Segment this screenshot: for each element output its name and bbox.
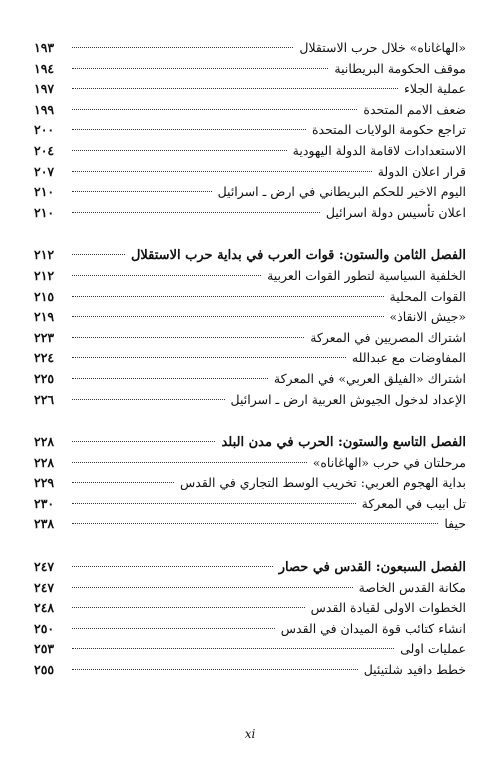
toc-entry (34, 59, 466, 80)
toc-entry (34, 79, 466, 100)
toc-entry (34, 203, 466, 224)
page-number: ٢٢٩ (34, 475, 55, 491)
toc-entry (34, 514, 466, 535)
dot-leader (72, 171, 372, 172)
entry-title: حيفا (444, 516, 466, 532)
toc-section (34, 245, 466, 410)
entry-title: الخلفية السياسية لتطور القوات العربية (267, 267, 466, 283)
dot-leader (72, 482, 174, 483)
page-number: ١٩٩ (34, 101, 55, 117)
page-number: ٢٠٧ (34, 163, 55, 179)
page-number: ٢١٢ (34, 247, 55, 263)
chapter-heading (34, 245, 466, 266)
page-number: ٢٢٨ (34, 434, 55, 450)
entry-title: ضعف الامم المتحدة (363, 101, 466, 117)
entry-title: بداية الهجوم العربي: تخريب الوسط التجاري في القدس (180, 475, 466, 491)
toc-entry (34, 266, 466, 287)
page-number: ٢٥٠ (34, 620, 55, 636)
toc-entry (34, 348, 466, 369)
dot-leader (72, 669, 358, 670)
page-number: ٢٣٠ (34, 495, 55, 511)
toc-entry (34, 639, 466, 660)
page-number: ١٩٣ (34, 40, 55, 55)
toc-entry (34, 453, 466, 474)
entry-title: اعلان تأسيس دولة اسرائيل (325, 204, 466, 220)
toc-entry (34, 598, 466, 619)
chapter-title: الفصل السبعون: القدس في حصار (278, 560, 466, 576)
dot-leader (72, 275, 261, 276)
dot-leader (72, 628, 275, 629)
dot-leader (72, 109, 357, 110)
page-number: ٢٢٦ (34, 391, 55, 407)
entry-title: الإعداد لدخول الجيوش العربية ارض ـ اسرائيل (230, 391, 466, 407)
dot-leader (72, 129, 306, 130)
toc-entry (34, 473, 466, 494)
toc-entry (34, 578, 466, 599)
entry-title: تراجع حكومة الولايات المتحدة (311, 122, 466, 138)
toc-entry (34, 182, 466, 203)
toc-entry (34, 141, 466, 162)
toc-entry (34, 100, 466, 121)
page-number: ١٩٧ (34, 81, 55, 97)
dot-leader (72, 357, 346, 358)
dot-leader (72, 47, 293, 48)
entry-title: خطط دافيد شلتيئيل (363, 662, 466, 678)
page-number: ٢٤٨ (34, 600, 55, 616)
page-number: ٢٤٧ (34, 559, 55, 575)
dot-leader (72, 441, 215, 442)
entry-title: عمليات اولى (400, 641, 466, 657)
toc-entry (34, 120, 466, 141)
entry-title: الخطوات الاولى لقيادة القدس (310, 600, 466, 616)
dot-leader (72, 212, 320, 213)
entry-title: القوات المحلية (389, 288, 466, 304)
page-number: ٢٢٨ (34, 454, 55, 470)
dot-leader (72, 503, 356, 504)
page-number: ٢٣٨ (34, 516, 55, 532)
dot-leader (72, 150, 287, 151)
dot-leader (72, 254, 125, 255)
entry-title: «جيش الانقاذ» (389, 309, 466, 325)
dot-leader (72, 462, 307, 463)
toc-entry (34, 619, 466, 640)
toc-entry (34, 287, 466, 308)
toc-entry (34, 390, 466, 411)
page-number: ٢١٠ (34, 204, 55, 220)
table-of-contents (34, 38, 466, 703)
page-number: ٢٢٣ (34, 329, 55, 345)
toc-entry (34, 494, 466, 515)
page-number: ٢٥٥ (34, 662, 55, 678)
dot-leader (72, 68, 328, 69)
dot-leader (72, 587, 353, 588)
entry-title: مكانة القدس الخاصة (358, 579, 466, 595)
dot-leader (72, 399, 225, 400)
toc-entry (34, 369, 466, 390)
toc-entry (34, 38, 466, 59)
toc-entry (34, 162, 466, 183)
page-number: ٢٠٤ (34, 142, 55, 158)
chapter-title: الفصل الثامن والستون: قوات العرب في بداية حرب الاستقلال (130, 248, 466, 264)
dot-leader (72, 566, 273, 567)
chapter-heading (34, 557, 466, 578)
toc-entry (34, 660, 466, 681)
toc-section (34, 557, 466, 681)
page-number: ٢١٠ (34, 184, 55, 200)
dot-leader (72, 523, 438, 524)
entry-title: تل ابيب في المعركة (361, 495, 466, 511)
entry-title: اليوم الاخير للحكم البريطاني في ارض ـ اسرائيل (217, 184, 466, 200)
dot-leader (72, 648, 394, 649)
entry-title: «الهاغاناه» خلال حرب الاستقلال (299, 40, 466, 55)
toc-entry (34, 328, 466, 349)
page-number: ١٩٤ (34, 60, 55, 76)
entry-title: قرار اعلان الدولة (377, 163, 466, 179)
page-number: ٢١٩ (34, 309, 55, 325)
dot-leader (72, 378, 268, 379)
toc-entry (34, 307, 466, 328)
dot-leader (72, 296, 384, 297)
page-number: ٢٢٤ (34, 350, 55, 366)
page-number: ٢٤٧ (34, 579, 55, 595)
entry-title: المفاوضات مع عبدالله (351, 350, 466, 366)
entry-title: اشتراك المصريين في المعركة (310, 329, 466, 345)
entry-title: انشاء كتائب قوة الميدان في القدس (280, 620, 466, 636)
page-number: ٢٢٥ (34, 370, 55, 386)
toc-section (34, 432, 466, 535)
entry-title: الاستعدادات لاقامة الدولة اليهودية (292, 142, 466, 158)
toc-section (34, 38, 466, 223)
entry-title: عملية الجلاء (404, 81, 466, 97)
dot-leader (72, 316, 384, 317)
entry-title: موقف الحكومة البريطانية (334, 60, 466, 76)
chapter-heading (34, 432, 466, 453)
dot-leader (72, 337, 304, 338)
page-folio: xi (244, 727, 256, 741)
dot-leader (72, 191, 212, 192)
page-number: ٢٥٣ (34, 641, 55, 657)
page-number: ٢٠٠ (34, 122, 55, 138)
page-number: ٢١٥ (34, 288, 55, 304)
dot-leader (72, 607, 305, 608)
page-number: ٢١٢ (34, 267, 55, 283)
dot-leader (72, 88, 398, 89)
chapter-title: الفصل التاسع والستون: الحرب في مدن البلد (221, 435, 466, 451)
entry-title: مرحلتان في حرب «الهاغاناه» (312, 454, 466, 470)
entry-title: اشتراك «الفيلق العربي» في المعركة (273, 370, 466, 386)
